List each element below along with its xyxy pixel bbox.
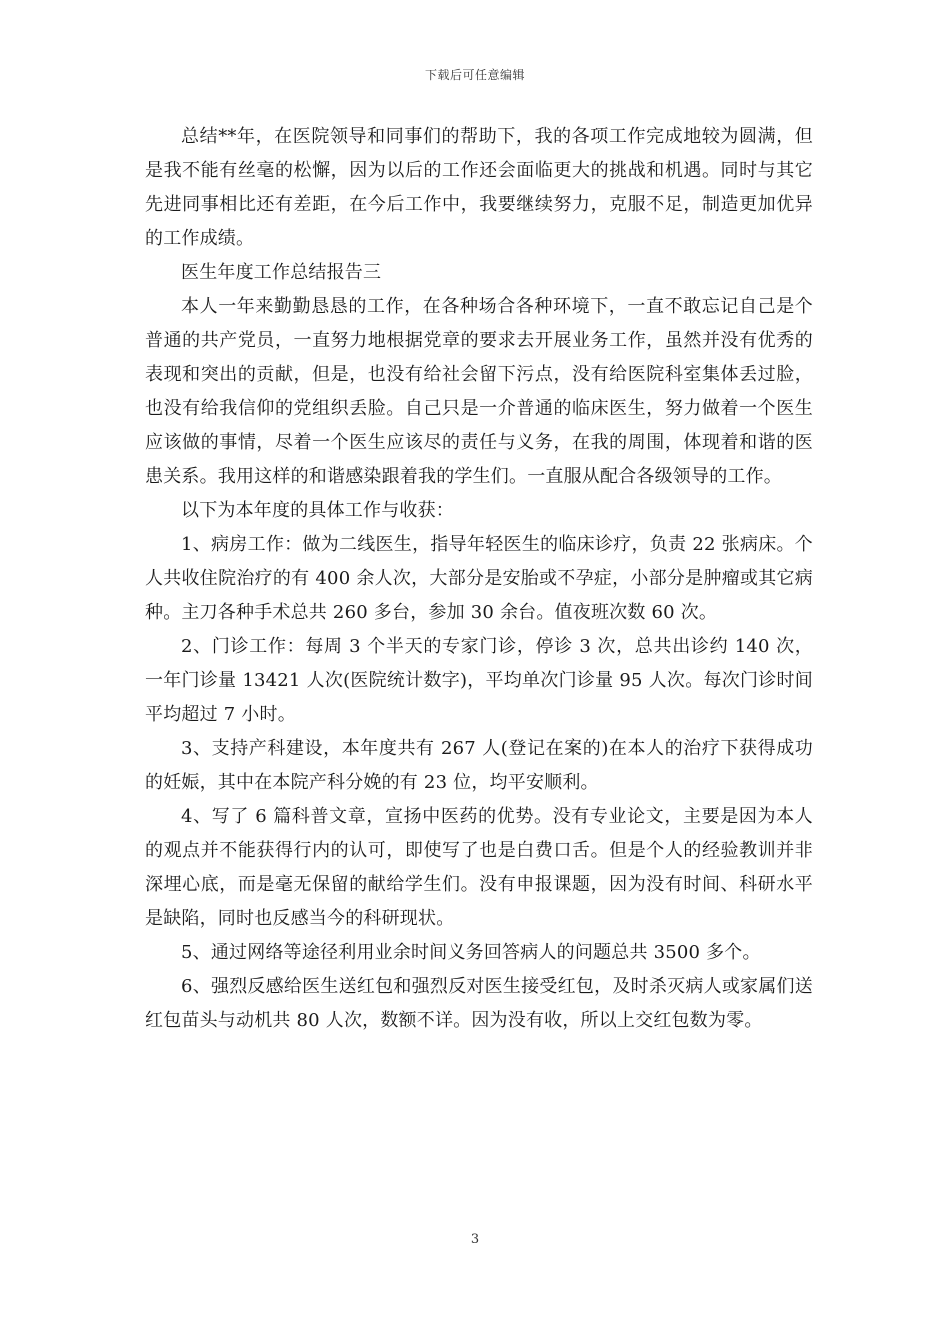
list-item-articles: 4、写了 6 篇科普文章，宣扬中医药的优势。没有专业论文，主要是因为本人的观点并不能获得行内的认可，即使写了也是白费口舌。但是个人的经验教训并非深埋心底，而是毫无保留的献给学生们。没有申报课题，因为没有时间、科研水平是缺陷，同时也反感当今的科研现状。 (145, 806, 813, 929)
section-heading: 医生年度工作总结报告三 (181, 262, 382, 283)
paragraph-summary: 总结**年，在医院领导和同事们的帮助下，我的各项工作完成地较为圆满，但是我不能有丝毫的松懈，因为以后的工作还会面临更大的挑战和机遇。同时与其它先进同事相比还有差距，在今后工作中，我要继续努力，克服不足，制造更加优异的工作成绩。 (145, 126, 813, 249)
page-header: 下载后可任意编辑 (424, 68, 525, 82)
list-item-red-envelopes: 6、强烈反感给医生送红包和强烈反对医生接受红包，及时杀灭病人或家属们送红包苗头与动机共 80 人次，数额不详。因为没有收，所以上交红包数为零。 (145, 976, 813, 1031)
list-item-outpatient-work: 2、门诊工作：每周 3 个半天的专家门诊，停诊 3 次，总共出诊约 140 次，一年门诊量 13421 人次(医院统计数字)，平均单次门诊量 95 人次。每次门诊时间平均超过 7 小时。 (145, 636, 813, 725)
list-item-online-answers: 5、通过网络等途径利用业余时间义务回答病人的问题总共 3500 多个。 (181, 942, 761, 963)
paragraph-intro: 本人一年来勤勤恳恳的工作，在各种场合各种环境下，一直不敢忘记自己是个普通的共产党员，一直努力地根据党章的要求去开展业务工作，虽然并没有优秀的表现和突出的贡献，但是，也没有给社会留下污点，没有给医院科室集体丢过脸，也没有给我信仰的党组织丢脸。自己只是一介普通的临床医生，努力做着一个医生应该做的事情，尽着一个医生应该尽的责任与义务，在我的周围，体现着和谐的医患关系。我用这样的和谐感染跟着我的学生们。一直服从配合各级领导的工作。 (145, 296, 813, 487)
list-item-ward-work: 1、病房工作：做为二线医生，指导年轻医生的临床诊疗，负责 22 张病床。个人共收住院治疗的有 400 余人次，大部分是安胎或不孕症，小部分是肿瘤或其它病种。主刀各种手术总共 260 多台，参加 30 余台。值夜班次数 60 次。 (145, 534, 813, 623)
list-item-obstetrics: 3、支持产科建设，本年度共有 267 人(登记在案的)在本人的治疗下获得成功的妊娠，其中在本院产科分娩的有 23 位，均平安顺利。 (145, 738, 813, 793)
paragraph-work-lead: 以下为本年度的具体工作与收获： (181, 500, 454, 521)
document-body (145, 120, 813, 1038)
page-number: 3 (470, 1232, 480, 1247)
